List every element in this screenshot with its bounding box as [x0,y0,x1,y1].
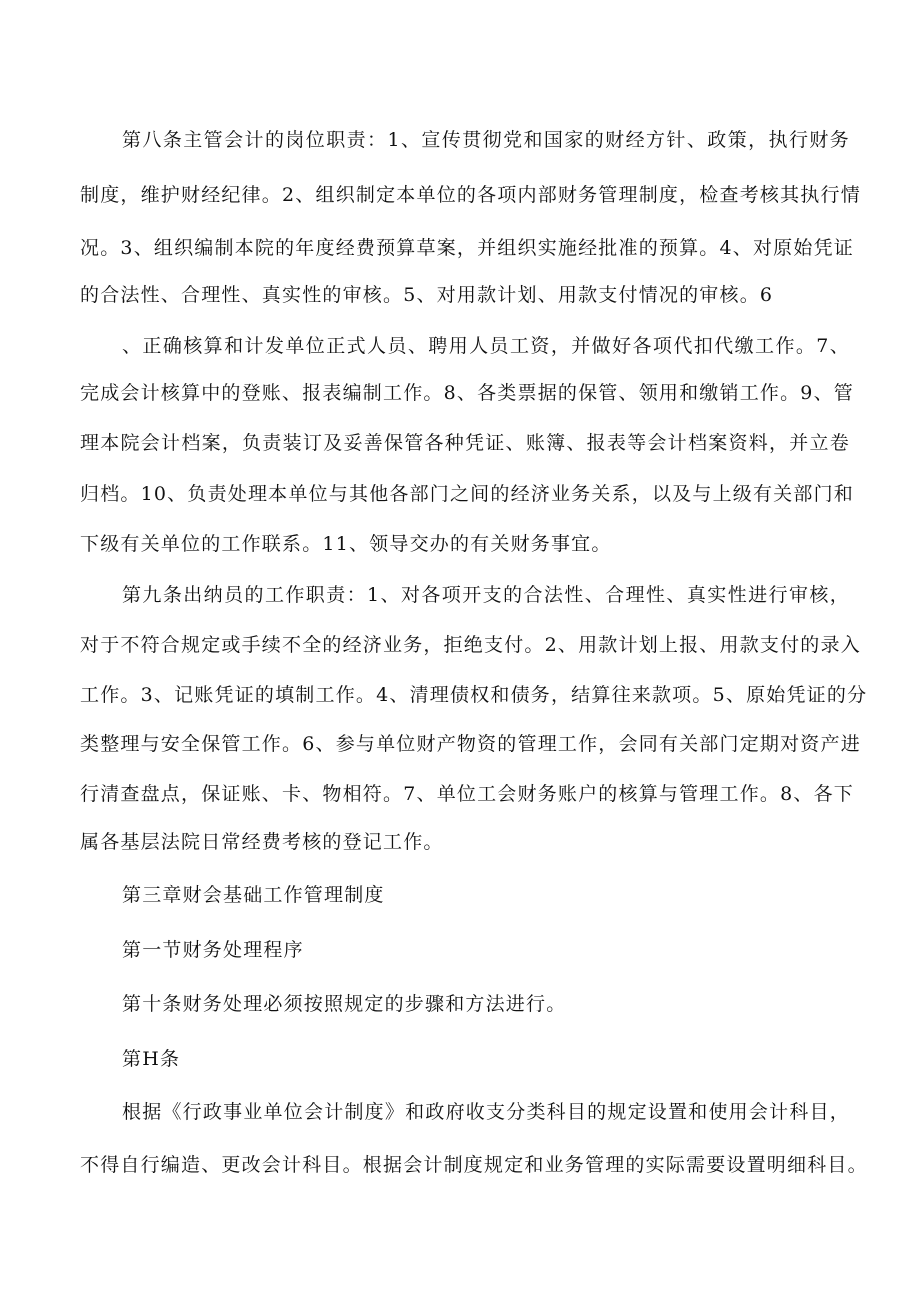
article-9-line-5: 行清查盘点，保证账、卡、物相符。7、单位工会财务账户的核算与管理工作。8、各下 [80,783,854,805]
article-9-line-4: 类整理与安全保管工作。6、参与单位财产物资的管理工作，会同有关部门定期对资产进 [80,733,861,755]
article-8-line-4: 的合法性、合理性、真实性的审核。5、对用款计划、用款支付情况的审核。6 [80,284,774,306]
article-11-line-2: 不得自行编造、更改会计科目。根据会计制度规定和业务管理的实际需要设置明细科目。 [80,1154,868,1176]
article-8-line-3: 况。3、组织编制本院的年度经费预算草案，并组织实施经批准的预算。4、对原始凭证 [80,237,854,259]
article-9-line-6: 属各基层法院日常经费考核的登记工作。 [80,831,444,853]
article-8-line-2: 制度，维护财经纪律。2、组织制定本单位的各项内部财务管理制度，检查考核其执行情 [80,184,861,206]
article-8-line-9: 下级有关单位的工作联系。11、领导交办的有关财务事宜。 [80,533,612,555]
chapter-3-heading: 第三章财会基础工作管理制度 [122,884,385,906]
article-8-line-5: 、正确核算和计发单位正式人员、聘用人员工资，并做好各项代扣代缴工作。7、 [122,335,850,357]
article-9-line-2: 对于不符合规定或手续不全的经济业务，拒绝支付。2、用款计划上报、用款支付的录入 [80,634,861,656]
article-8-line-1: 第八条主管会计的岗位职责：1、宣传贯彻党和国家的财经方针、政策，执行财务 [122,129,850,151]
article-8-line-7: 理本院会计档案，负责装订及妥善保管各种凭证、账簿、报表等会计档案资料，并立卷 [80,432,850,454]
article-9-line-1: 第九条出纳员的工作职责：1、对各项开支的合法性、合理性、真实性进行审核， [122,584,850,606]
article-9-line-3: 工作。3、记账凭证的填制工作。4、清理债权和债务，结算往来款项。5、原始凭证的分 [80,684,868,706]
article-11-heading: 第H条 [122,1048,181,1070]
section-1-heading: 第一节财务处理程序 [122,939,304,961]
article-8-line-6: 完成会计核算中的登账、报表编制工作。8、各类票据的保管、领用和缴销工作。9、管 [80,382,854,404]
article-11-line-1: 根据《行政事业单位会计制度》和政府收支分类科目的规定设置和使用会计科目， [122,1101,850,1123]
article-10-text: 第十条财务处理必须按照规定的步骤和方法进行。 [122,993,567,1015]
article-8-line-8: 归档。10、负责处理本单位与其他各部门之间的经济业务关系，以及与上级有关部门和 [80,483,854,505]
